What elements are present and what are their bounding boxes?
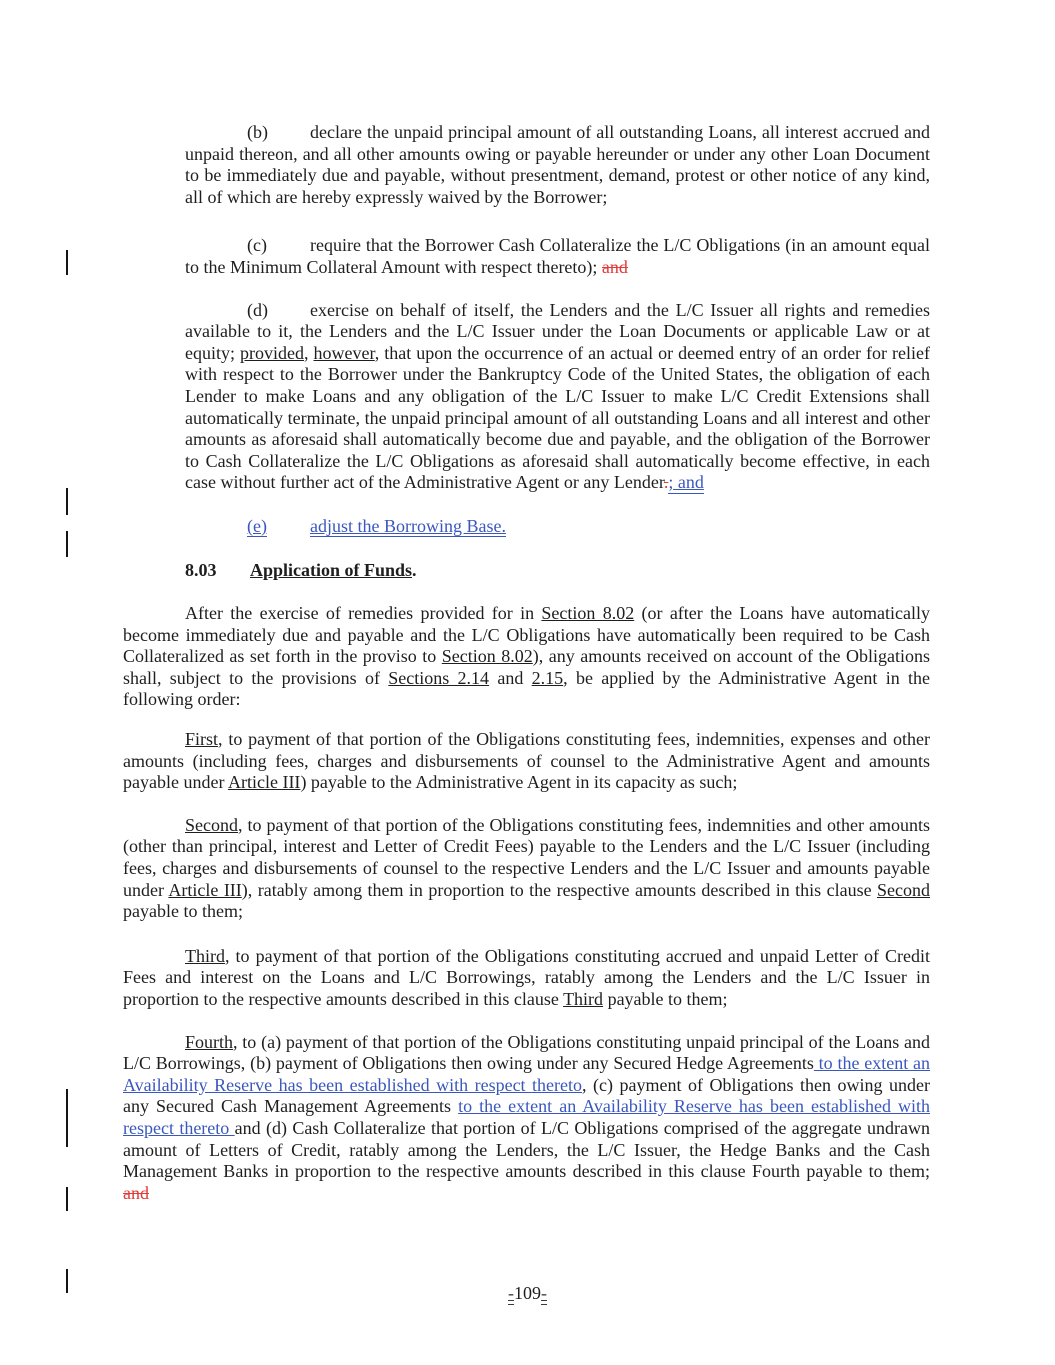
article-reference: Article III xyxy=(227,772,301,793)
change-bar-4 xyxy=(66,1089,68,1147)
paragraph-c-label xyxy=(247,235,310,257)
ordinal-term: Third xyxy=(185,945,225,966)
paragraph-d-label xyxy=(247,300,310,322)
section-title: Application of Funds xyxy=(250,559,413,580)
inserted-text: ; and xyxy=(668,472,704,493)
inserted-clause-letter: (e) xyxy=(247,515,267,536)
section-reference: Section 8.02 xyxy=(441,646,533,667)
document-body xyxy=(123,122,930,1204)
change-bar-1 xyxy=(66,250,68,275)
intro-text-4: and xyxy=(489,667,532,688)
intro-text-3: ), any amounts received on account of the Obligations shall, subject to the provisions of xyxy=(123,646,931,688)
change-bar-2 xyxy=(66,488,68,515)
article-reference: Article III xyxy=(168,879,242,900)
paragraph-d-text-1: exercise on behalf of itself, the Lenders and the L/C Issuer all rights and remedies available to it, the Lenders and the L/C Issuer under the Loan Documents or applicable Law or at equity; xyxy=(185,299,930,363)
clause-third-text-1: , to payment of that portion of the Obligations constituting accrued and unpaid Letter of Credit Fees and interest on the Loans and L/C Borrowings, ratably among the Lenders and the L/C Issuer in proportion to the respective amounts described in this clause xyxy=(123,945,930,1009)
intro-text-2: (or after the Loans have automatically become immediately due and payable and the L/C Obligations have automatically been required to be Cash Collateralized as set forth in the proviso to xyxy=(123,603,930,667)
section-reference: Sections 2.14 xyxy=(388,667,490,688)
section-title-period: . xyxy=(412,559,417,580)
deleted-text: and xyxy=(601,256,628,277)
clause-first-text-1: , to payment of that portion of the Obligations constituting fees, indemnities, expenses and other amounts (including fees, charges and disbursements of counsel to the Administrative Agent and amounts payable under xyxy=(123,729,930,793)
paragraph-e-label xyxy=(247,516,310,538)
page-number-value: 109 xyxy=(514,1283,541,1303)
clause-third-text-2: payable to them; xyxy=(603,989,728,1009)
intro-paragraph xyxy=(123,603,930,711)
page-number-dash: - xyxy=(541,1283,547,1303)
paragraph-d-text-2: , xyxy=(303,342,314,363)
ordinal-term: Second xyxy=(185,814,238,835)
deleted-text: . xyxy=(663,472,669,493)
clause-first xyxy=(123,729,930,794)
clause-fourth-text-3: and (d) Cash Collateralize that portion of L/C Obligations comprised of the aggregate undrawn amount of Letters of Credit, ratably among the Lenders, the L/C Issuer, the Hedge Banks and the Cash Management Banks in proportion to the respective amounts described in this clause Fourth payable to them; xyxy=(123,1117,930,1182)
intro-text-5: , be applied by the Administrative Agent in the following order: xyxy=(123,667,930,710)
paragraph-e xyxy=(185,516,930,538)
section-reference: Section 8.02 xyxy=(541,603,635,624)
clause-first-text-2: ) payable to the Administrative Agent in its capacity as such; xyxy=(300,772,738,793)
clause-second-text-2: ), ratably among them in proportion to the respective amounts described in this clause xyxy=(241,879,877,900)
clause-letter: (c) xyxy=(247,235,267,256)
inserted-text: adjust the Borrowing Base. xyxy=(310,515,506,536)
clause-third xyxy=(123,946,930,1011)
paragraph-c xyxy=(185,235,930,278)
clause-second-text-3: payable to them; xyxy=(123,901,243,922)
clause-fourth xyxy=(123,1032,930,1205)
clause-second-text-1: , to payment of that portion of the Obligations constituting fees, indemnities and other amounts (other than principal, interest and Letter of Credit Fees) payable to the Lenders and the L/C Issuer (including fees, charges and disbursements of counsel to the respective Lenders and the L/C Issuer and amounts payable under xyxy=(123,814,930,900)
intro-text-1: After the exercise of remedies provided for in xyxy=(185,603,542,624)
clause-second xyxy=(123,815,930,923)
clause-letter: (b) xyxy=(247,122,268,142)
page-number xyxy=(0,1283,1055,1305)
paragraph-b xyxy=(185,122,930,208)
inserted-text: to the extent an Availability Reserve has been established with respect thereto xyxy=(123,1053,930,1095)
ordinal-term: Fourth xyxy=(185,1031,234,1052)
section-reference: 2.15 xyxy=(531,667,564,688)
paragraph-b-label xyxy=(247,122,310,144)
paragraph-d xyxy=(185,300,930,494)
section-heading xyxy=(185,560,930,582)
ordinal-term: First xyxy=(185,729,219,750)
paragraph-d-text-3: , that upon the occurrence of an actual or deemed entry of an order for relief with respect to the Borrower under the Bankruptcy Code of the United States, the obligation of each Lender to make Loans and any obligation of the L/C Issuer to make L/C Credit Extensions shall automatically terminate, the unpaid principal amount of all outstanding Loans and all interest and other amounts as aforesaid shall automatically become due and payable, and the obligation of the Borrower to Cash Collateralize the L/C Obligations as aforesaid shall automatically become effective, in each case without further act of the Administrative Agent or any Lender xyxy=(185,342,931,493)
page-number-dash: - xyxy=(508,1283,514,1303)
clause-fourth-text-1: , to (a) payment of that portion of the Obligations constituting unpaid principal of the Loans and L/C Borrowings, (b) payment of Obligations then owing under any Secured Hedge Agreements xyxy=(123,1031,930,1074)
paragraph-b-text: declare the unpaid principal amount of all outstanding Loans, all interest accrued and unpaid thereon, and all other amounts owing or payable hereunder or under any other Loan Document to be immediately due and payable, without presentment, demand, protest or other notice of any kind, all of which are hereby expressly waived by the Borrower; xyxy=(185,122,930,207)
ordinal-term: Third xyxy=(563,989,604,1009)
section-number: 8.03 xyxy=(185,559,217,580)
change-bar-5 xyxy=(66,1187,68,1211)
change-bar-3 xyxy=(66,531,68,557)
ordinal-term: Second xyxy=(876,879,930,900)
clause-letter: (d) xyxy=(247,299,268,320)
inserted-text: to the extent an Availability Reserve has been established with respect thereto xyxy=(123,1096,931,1138)
clause-fourth-text-2: , (c) payment of Obligations then owing under any Secured Cash Management Agreements xyxy=(123,1074,930,1117)
deleted-text: and xyxy=(123,1182,149,1203)
defined-term-however: however xyxy=(313,342,375,363)
paragraph-c-text: require that the Borrower Cash Collateralize the L/C Obligations (in an amount equal to the Minimum Collateral Amount with respect thereto); xyxy=(185,235,930,277)
defined-term-provided: provided xyxy=(240,342,304,363)
